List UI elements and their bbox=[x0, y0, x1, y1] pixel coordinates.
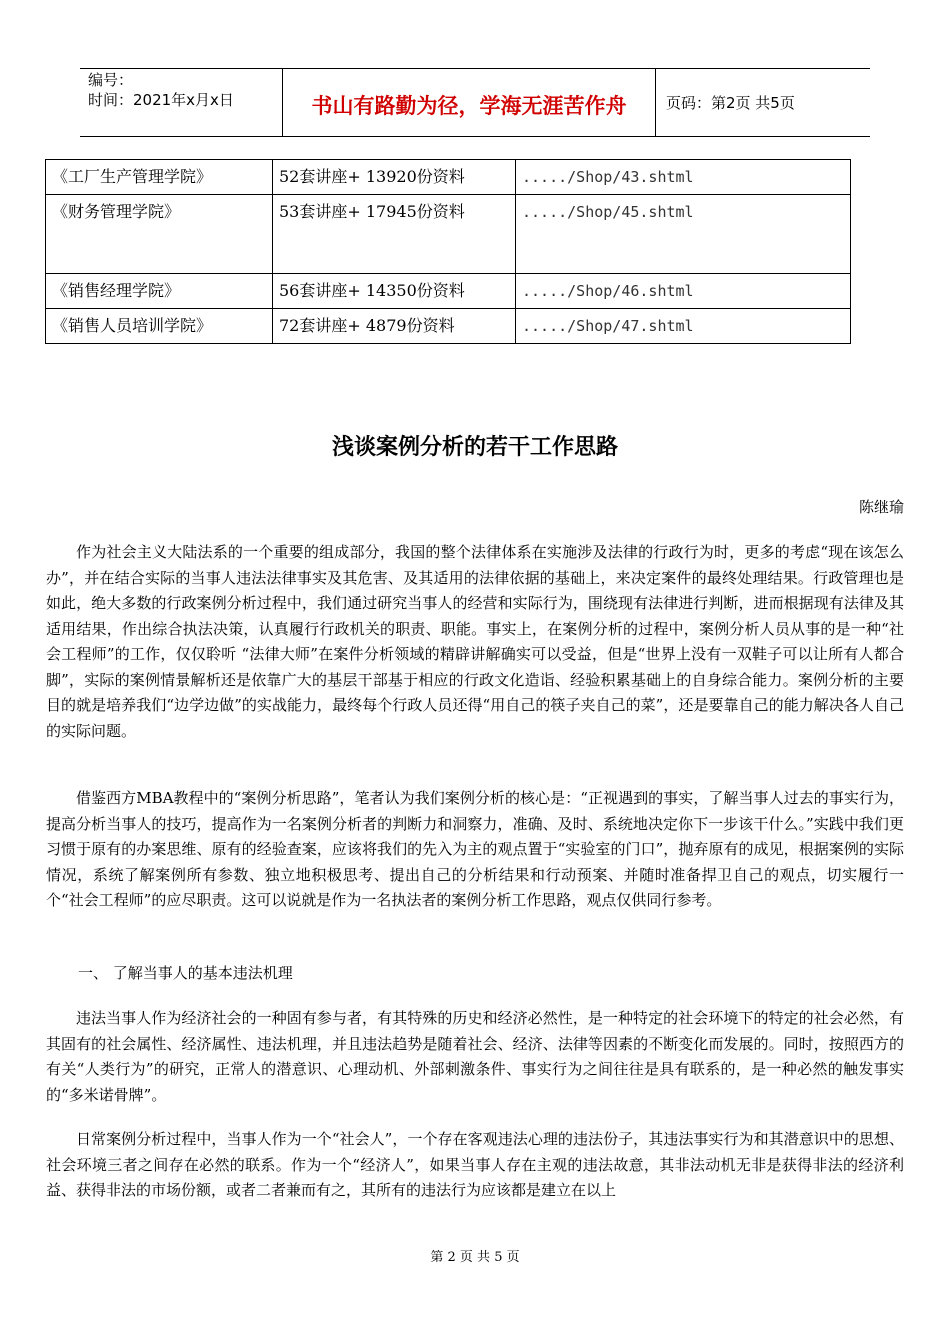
doc-time: 时间：2021年x月x日 bbox=[88, 91, 234, 109]
resource-link[interactable]: ...../Shop/43.shtml bbox=[516, 160, 851, 195]
header-top-rule bbox=[80, 68, 870, 69]
article-author: 陈继瑜 bbox=[858, 498, 904, 516]
article-paragraph: 借鉴西方MBA教程中的“案例分析思路”，笔者认为我们案例分析的核心是：“正视遇到的事实，了解当事人过去的事实行为，提高分析当事人的技巧，提高作为一名案例分析者的判断力和洞察力，准确、及时、系统地决定你下一步该干什么。”实践中我们更习惯于原有的办案思维、原有的经验查案，应该将我们的先入为主的观点置于“实验室的门口”，抛弃原有的成见，根据案例的实际情况，系统了解案例所有参数、独立地积极思考、提出自己的分析结果和行动预案、并随时准备捍卫自己的观点，切实履行一个“社会工程师”的应尽职责。这可以说就是作为一名执法者的案例分析工作思路，观点仅供同行参考。 bbox=[46, 789, 904, 909]
header-divider bbox=[655, 68, 656, 136]
table-row bbox=[46, 160, 851, 195]
article-paragraph: 日常案例分析过程中，当事人作为一个“社会人”，一个存在客观违法心理的违法份子，其违法事实行为和其潜意识中的思想、社会环境三者之间存在必然的联系。作为一个“经济人”，如果当事人存在主观的违法故意，其非法动机无非是获得非法的经济利益、获得非法的市场份额，或者二者兼而有之，其所有的违法行为应该都是建立在以上 bbox=[46, 1130, 904, 1199]
header-divider bbox=[282, 68, 283, 136]
header-bottom-rule bbox=[80, 136, 870, 137]
resource-link[interactable]: ...../Shop/46.shtml bbox=[516, 274, 851, 309]
article-paragraph: 作为社会主义大陆法系的一个重要的组成部分，我国的整个法律体系在实施涉及法律的行政行为时，更多的考虑“现在该怎么办”，并在结合实际的当事人违法法律事实及其危害、及其适用的法律依据的基础上，来决定案件的最终处理结果。行政管理也是如此，绝大多数的行政案例分析过程中，我们通过研究当事人的经营和实际行为，围绕现有法律进行判断，进而根据现有法律及其适用结果，作出综合执法决策，认真履行行政机关的职责、职能。事实上，在案例分析的过程中，案例分析人员从事的是一种“社会工程师”的工作，仅仅聆听 “法律大师”在案件分析领域的精辟讲解确实可以受益，但是“世界上没有一双鞋子可以让所有人都合脚”，实际的案例情景解析还是依靠广大的基层干部基于相应的行政文化造诣、经验积累基础上的自身综合能力。案例分析的主要目的就是培养我们“边学边做”的实战能力，最终每个行政人员还得“用自己的筷子夹自己的菜”，还是要靠自己的能力解决各人自己的实际问题。 bbox=[46, 543, 904, 740]
article-title: 浅谈案例分析的若干工作思路 bbox=[331, 435, 618, 460]
header-page-number: 页码：第2页 共5页 bbox=[666, 94, 795, 112]
table-row bbox=[46, 309, 851, 344]
section-heading: 一、 了解当事人的基本违法机理 bbox=[78, 964, 293, 982]
resource-table bbox=[45, 159, 851, 344]
resource-name: 《销售人员培训学院》 bbox=[46, 309, 273, 344]
footer-page-number: 第 2 页 共 5 页 bbox=[430, 1250, 520, 1265]
resource-content: 72套讲座+ 4879份资料 bbox=[273, 309, 516, 344]
resource-name: 《工厂生产管理学院》 bbox=[46, 160, 273, 195]
header-motto: 书山有路勤为径，学海无涯苦作舟 bbox=[311, 94, 627, 118]
doc-number: 编号： bbox=[88, 71, 134, 89]
resource-name: 《财务管理学院》 bbox=[46, 195, 273, 274]
resource-name: 《销售经理学院》 bbox=[46, 274, 273, 309]
article-paragraph: 违法当事人作为经济社会的一种固有参与者，有其特殊的历史和经济必然性，是一种特定的社会环境下的特定的社会必然，有其固有的社会属性、经济属性、违法机理，并且违法趋势是随着社会、经济、法律等因素的不断变化而发展的。同时，按照西方的有关“人类行为”的研究，正常人的潜意识、心理动机、外部刺激条件、事实行为之间往往是具有联系的，是一种必然的触发事实的“多米诺骨牌”。 bbox=[46, 1009, 904, 1104]
header-meta bbox=[88, 70, 234, 110]
table-row bbox=[46, 195, 851, 274]
resource-link[interactable]: ...../Shop/45.shtml bbox=[516, 195, 851, 274]
resource-content: 56套讲座+ 14350份资料 bbox=[273, 274, 516, 309]
table-row bbox=[46, 274, 851, 309]
resource-content: 53套讲座+ 17945份资料 bbox=[273, 195, 516, 274]
resource-link[interactable]: ...../Shop/47.shtml bbox=[516, 309, 851, 344]
resource-content: 52套讲座+ 13920份资料 bbox=[273, 160, 516, 195]
